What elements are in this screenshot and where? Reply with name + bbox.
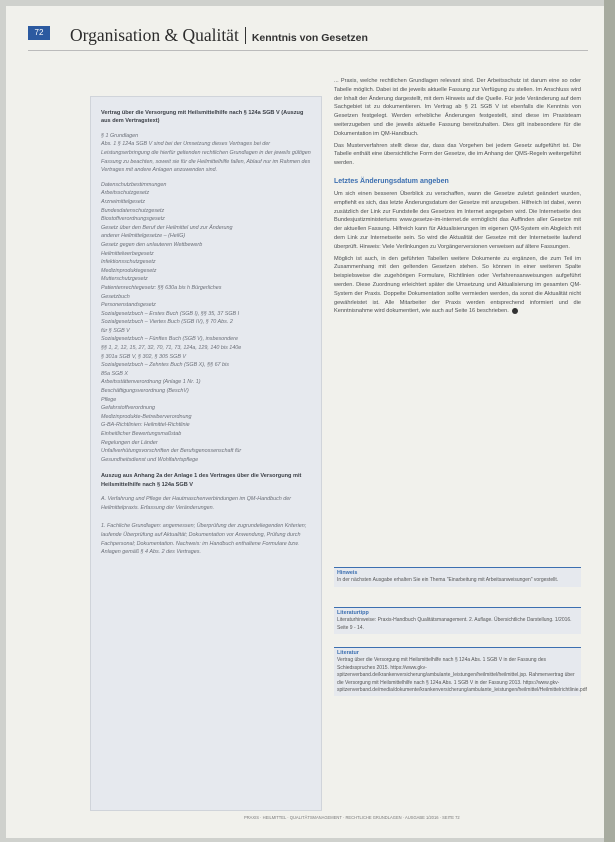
body-paragraph-text: Möglich ist auch, in den geführten Tabellen weitere Dokumente zu ergänzen, die zum Teil im Zusammenhang mit den geltenden Gesetzen stehen. So können in einer weiteren Spalte beispielsweise die zugehörigen Formulare, Richtlinien oder Verfahrensanweisungen aufgeführt werden. Diese Zuordnung erleichtert später die Umsetzung und Aktualisierung im gesamten QM-System der Praxis. Doppelte Dokumentation sollte vermieden werden, da sonst die Aktualität nicht gewährleistet ist. Alle Mitarbeiter der Praxis werden entsprechend informiert und die Kenntnisnahme wird dokumentiert, wie auch auf Seite 16 beschrieben.	[334, 255, 581, 315]
literatur-label: Literatur	[337, 650, 359, 656]
law-list-item: Mutterschutzgesetz	[101, 276, 148, 283]
literaturtipp-text: Literaturhinweise: Praxis-Handbuch Qualitätsmanagement. 2. Auflage. Übersichtliche Darstellung. 1/2016. Seite 9 - 14.	[337, 617, 572, 631]
body-paragraph: Um sich einen besseren Überblick zu verschaffen, wann die Gesetze zuletzt geändert wurden, empfiehlt es sich, das letzte Änderungsdatum der Gesetze mit anzugeben. Hilfreich ist dabei, wenn zusätzlich der Link zur Fundstelle des Gesetzes im Internet angegeben wird. Die Internetseite des Bundesjustizministeriums www.gesetze-im-internet.de ermöglicht das Auffinden aller Gesetze mit der aktuellen Fassung. Hilfreich kann für Aktualisierungen im eigenen QM-System ein Abgleich mit dem Link zur Internetseite sein. So wird die Aktualität der Gesetze mit der Internetseite laufend überprüft. Hinweis: Viele Verlinkungen zu Vorgängerversionen verweisen auf ältere Fassungen.	[334, 190, 581, 250]
scan-edge	[604, 0, 615, 842]
law-list-item: G-BA-Richtlinien: Heilmittel-Richtlinie	[101, 422, 190, 429]
law-list-item: Biostoffverordnungsgesetz	[101, 216, 165, 223]
box-para-3: 1. Fachliche Grundlagen: angemessen; Überprüfung der zugrundeliegenden Kriterien; laufende Überprüfung auf Aktualität; Dokumentation vor Anwendung, Prüfung durch Fachpersonal; Dokumentation. Nachweis: im Handbuch enthaltene Formulare bzw. Anlagen gemäß § 4 Abs. 2 des Vertrages.	[101, 523, 307, 556]
title-main: Organisation & Qualität	[70, 25, 239, 45]
hinweis-box	[334, 567, 581, 587]
law-list-item: Heilmittelwerbegesetz	[101, 250, 154, 257]
box-heading-2: Auszug aus Anhang 2a der Anlage 1 des Vertrages über die Versorgung mit Heilsmittelhilfe nach § 124a SGB V	[101, 473, 302, 488]
document-page	[6, 6, 604, 838]
law-list-item: Beschäftigungsverordnung (BeschV)	[101, 388, 189, 395]
law-list-item: Personenstandsgesetz	[101, 302, 156, 309]
page-footer: PRAXIS · HEILMITTEL · QUALITÄTSMANAGEMENT · RECHTLICHE GRUNDLAGEN · AUSGABE 1/2016 · SEITE 72	[244, 815, 460, 820]
law-list-item: Infektionsschutzgesetz	[101, 259, 156, 266]
law-list-item: § 301a SGB V, § 302, § 305 SGB V	[101, 353, 187, 360]
end-of-article-icon	[512, 308, 518, 314]
main-text	[334, 77, 581, 319]
title-separator	[245, 27, 246, 44]
law-list-item: Unfallverhütungsvorschriften der Berufsgenossenschaft für	[101, 448, 242, 455]
law-list-item: Sozialgesetzbuch – Zehntes Buch (SGB X), §§ 67 bis	[101, 362, 229, 369]
law-list-item: Datenschutzbestimmungen	[101, 181, 167, 188]
hinweis-label: Hinweis	[337, 570, 358, 576]
law-list-item: 85a SGB X	[101, 370, 128, 377]
law-list-item: Medizinprodukte-Betreiberverordnung	[101, 413, 192, 420]
law-list-item: Arzneimittelgesetz	[101, 198, 146, 205]
law-list-item: Gesetz über den Beruf der Heilmittel und zur Änderung	[101, 224, 233, 231]
law-list-item: Einheitlicher Bewertungsmaßstab	[101, 431, 182, 437]
body-paragraph: ... Praxis, welche rechtlichen Grundlagen relevant sind. Der Arbeitsschutz ist darum eine so oder Tabelle möglich. Dabei ist die jeweils aktuelle Fassung zur Verfügung zu stellen. Im Anschluss wird der Inhalt der Änderung dargestellt, mit dem Hinweis auf die Quelle. Für jede Veränderung auf dem Sachgebiet ist zu dokumentieren. Im Vertrag ab § 21 SGB V ist ebenfalls die Kenntnis von Gesetzen festgelegt. Werden erhebliche Änderungen festgestellt, sind diese im Praxisteam weiterzugeben und die jeweils aktuelle Fassung bereitzuhalten. Dies gilt insbesondere für die Dokumentation im QM-Handbuch.	[334, 78, 581, 137]
law-list-item: Sozialgesetzbuch – Fünftes Buch (SGB V), insbesondere	[101, 336, 238, 343]
law-list-item: Gefahrstoffverordnung	[101, 405, 155, 412]
law-list	[101, 181, 311, 465]
page-title	[70, 25, 368, 46]
law-list-item: Gesetzbuch	[101, 293, 130, 300]
law-list-item: Gesetz gegen den unlauteren Wettbewerb	[101, 241, 203, 248]
literaturtipp-box	[334, 607, 581, 634]
law-list-item: Arbeitsstättenverordnung (Anlage 1 Nr. 1)	[101, 379, 201, 386]
page-number: 72	[28, 26, 50, 40]
law-list-item: Regelungen der Länder	[101, 439, 158, 446]
law-list-item: Pflege	[101, 396, 117, 403]
literatur-box	[334, 647, 587, 696]
box-para-2: A. Verfahrung und Pflege der Hautmaschenverbindungen im QM-Handbuch der Heilmittelpraxis. Erfassung der Veränderungen.	[101, 496, 292, 511]
law-list-item: Arbeitsschutzgesetz	[101, 190, 150, 197]
literaturtipp-label: Literaturtipp	[337, 610, 369, 616]
body-paragraph: Das Musterverfahren stellt diese dar, dass das Vorgehen bei jedem Gesetz aufgeführt ist. Die Tabelle enthält eine übersichtliche Form der Gesetze, die im Anhang der QMS-Regeln weitergeführt werden.	[334, 142, 581, 167]
hinweis-text: In der nächsten Ausgabe erhalten Sie ein Thema "Einarbeitung mit Arbeitsanweisungen" vorgestellt.	[337, 577, 559, 584]
literatur-text: Vertrag über die Versorgung mit Heilsmittelhilfe nach § 124a Abs. 1 SGB V in der Fassung des Schiedsspruches 2015. https://www.gkv-spitzenverband.de/krankenversicherung/ambulante_leistungen/heilmittel/heilmittel.jsp. Rahmenvertrag über die Versorgung mit Heilsmittelhilfe nach § 124a Abs. 1 SGB V in der Fassung 2013. https://www.gkv-spitzenverband.de/media/dokumente/krankenversicherung/ambulante_leistungen/heilmittel/Heilmittelrichtlinie.pdf	[337, 657, 587, 694]
law-list-item: Medizinproduktegesetz	[101, 267, 157, 274]
law-list-item: §§ 1, 2, 12, 15, 27, 32, 70, 71, 73, 124a, 129, 140 bis 140e	[101, 345, 242, 352]
law-list-item: Gesundheitsdienst und Wohlfahrtspflege	[101, 456, 199, 463]
section-heading: Letztes Änderungsdatum angeben	[334, 177, 449, 185]
body-paragraph	[334, 255, 581, 317]
law-list-item: für § SGB V	[101, 327, 130, 334]
box-heading: Vertrag über die Versorgung mit Heilsmittelhilfe nach § 124a SGB V (Auszug aus dem Vertragstext)	[101, 110, 304, 125]
law-list-item: Patientenrechtegesetz: §§ 630a bis h Bürgerliches	[101, 284, 222, 291]
law-list-item: Sozialgesetzbuch – Erstes Buch (SGB I), §§ 35, 37 SGB I	[101, 310, 240, 317]
contract-excerpt-box	[90, 96, 322, 811]
law-list-item: Sozialgesetzbuch – Viertes Buch (SGB IV), § 70 Abs. 2	[101, 319, 233, 326]
law-list-item: anderer Heilmittelgesetze – (HeilG)	[101, 233, 186, 240]
title-subtitle: Kenntnis von Gesetzen	[251, 32, 368, 44]
box-intro: § 1 Grundlagen Abs. 1 § 124a SGB V sind bei der Umsetzung dieses Vertrages bei der Leistungserbringung die hierfür geltenden rechtlichen Grundlagen in der jeweils gültigen Fassung zu beachten, soweit sie für die Heilmittelhilfe fallen, Ablauf nur im Rahmen des Vertrages mit andere Anlagen anzuwenden sind.	[101, 132, 311, 174]
header-divider	[28, 50, 588, 51]
law-list-item: Bundesdatenschutzgesetz	[101, 207, 165, 214]
